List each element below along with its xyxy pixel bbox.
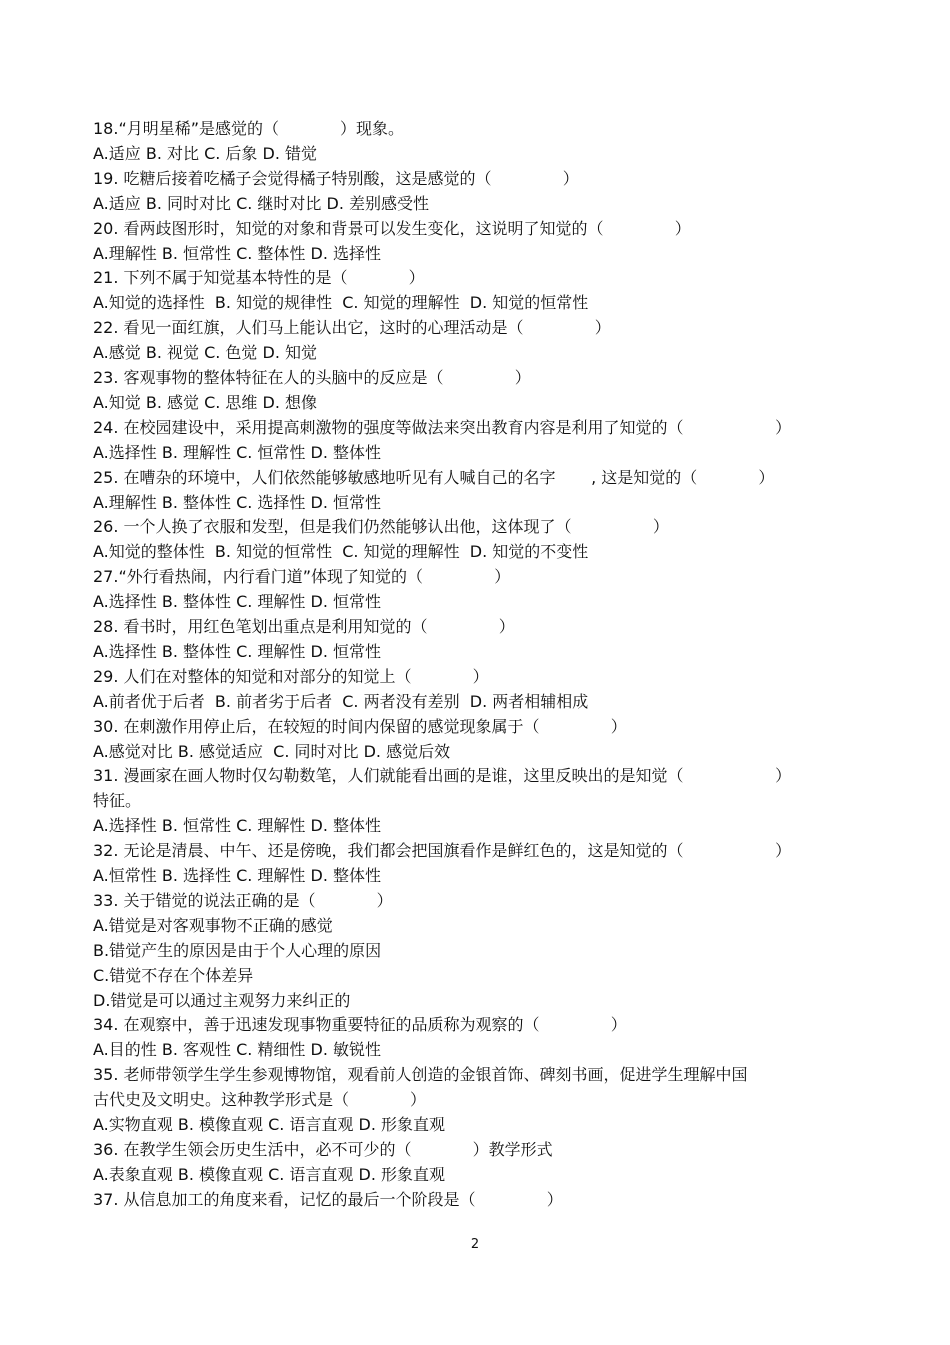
- text-line: 24. 在校园建设中，采用提高刺激物的强度等做法来突出教育内容是利用了知觉的（ ）: [93, 417, 792, 437]
- text-line: A.目的性 B. 客观性 C. 精细性 D. 敏锐性: [93, 1040, 381, 1060]
- text-line: 34. 在观察中，善于迅速发现事物重要特征的品质称为观察的（ ）: [93, 1015, 627, 1035]
- text-line: 36. 在教学生领会历史生活中，必不可少的（ ）教学形式: [93, 1139, 553, 1159]
- text-line: A.理解性 B. 整体性 C. 选择性 D. 恒常性: [93, 492, 381, 512]
- text-line: C.错觉不存在个体差异: [93, 965, 254, 985]
- text-line: A.前者优于后者 B. 前者劣于后者 C. 两者没有差别 D. 两者相辅相成: [93, 691, 589, 711]
- text-line: 35. 老师带领学生学生参观博物馆，观看前人创造的金银首饰、碑刻书画，促进学生理解中国: [93, 1065, 748, 1085]
- text-line: 32. 无论是清晨、中午、还是傍晚，我们都会把国旗看作是鲜红色的，这是知觉的（ ）: [93, 841, 792, 861]
- text-line: A.知觉 B. 感觉 C. 思维 D. 想像: [93, 392, 317, 412]
- text-line: A.选择性 B. 恒常性 C. 理解性 D. 整体性: [93, 816, 381, 836]
- text-line: A.选择性 B. 整体性 C. 理解性 D. 恒常性: [93, 641, 381, 661]
- text-line: A.错觉是对客观事物不正确的感觉: [93, 915, 333, 935]
- text-line: 31. 漫画家在画人物时仅勾勒数笔，人们就能看出画的是谁，这里反映出的是知觉（ ）: [93, 766, 792, 786]
- text-line: A.适应 B. 同时对比 C. 继时对比 D. 差别感受性: [93, 193, 429, 213]
- text-line: 28. 看书时，用红色笔划出重点是利用知觉的（ ）: [93, 617, 515, 636]
- text-line: 29. 人们在对整体的知觉和对部分的知觉上（ ）: [93, 666, 489, 686]
- text-line: 19. 吃糖后接着吃橘子会觉得橘子特别酸，这是感觉的（ ）: [93, 168, 579, 188]
- text-line: A.恒常性 B. 选择性 C. 理解性 D. 整体性: [93, 866, 381, 885]
- text-line: A.选择性 B. 整体性 C. 理解性 D. 恒常性: [93, 592, 381, 612]
- text-line: A.感觉 B. 视觉 C. 色觉 D. 知觉: [93, 343, 317, 363]
- text-line: 21. 下列不属于知觉基本特性的是（ ）: [93, 268, 425, 288]
- text-line: 33. 关于错觉的说法正确的是（ ）: [93, 890, 393, 910]
- text-line: 古代史及文明史。这种教学形式是（ ）: [93, 1090, 427, 1110]
- text-line: A.实物直观 B. 模像直观 C. 语言直观 D. 形象直观: [93, 1115, 445, 1134]
- text-line: A.知觉的选择性 B. 知觉的规律性 C. 知觉的理解性 D. 知觉的恒常性: [93, 293, 589, 313]
- text-line: 特征。: [93, 791, 142, 811]
- text-line: 23. 客观事物的整体特征在人的头脑中的反应是（ ）: [93, 368, 531, 387]
- text-line: 18.“月明星稀”是感觉的（ ）现象。: [93, 119, 405, 138]
- text-line: A.表象直观 B. 模像直观 C. 语言直观 D. 形象直观: [93, 1164, 445, 1184]
- text-line: 37. 从信息加工的角度来看，记忆的最后一个阶段是（ ）: [93, 1189, 563, 1209]
- text-line: 26. 一个人换了衣服和发型，但是我们仍然能够认出他，这体现了（ ）: [93, 517, 669, 537]
- text-line: D.错觉是可以通过主观努力来纠正的: [93, 990, 351, 1010]
- text-line: A.理解性 B. 恒常性 C. 整体性 D. 选择性: [93, 243, 381, 263]
- page-number: 2: [470, 1237, 480, 1252]
- text-line: 22. 看见一面红旗，人们马上能认出它，这时的心理活动是（ ）: [93, 318, 611, 338]
- text-line: A.适应 B. 对比 C. 后象 D. 错觉: [93, 143, 317, 163]
- text-line: B.错觉产生的原因是由于个人心理的原因: [93, 940, 382, 960]
- text-line: A.知觉的整体性 B. 知觉的恒常性 C. 知觉的理解性 D. 知觉的不变性: [93, 542, 589, 562]
- text-line: 27.“外行看热闹，内行看门道”体现了知觉的（ ）: [93, 567, 511, 587]
- text-line: A.感觉对比 B. 感觉适应 C. 同时对比 D. 感觉后效: [93, 741, 451, 761]
- text-line: 25. 在嘈杂的环境中，人们依然能够敏感地听见有人喊自己的名字 , 这是知觉的（ ）: [93, 467, 775, 487]
- text-line: 20. 看两歧图形时，知觉的对象和背景可以发生变化，这说明了知觉的（ ）: [93, 218, 691, 238]
- text-line: A.选择性 B. 理解性 C. 恒常性 D. 整体性: [93, 442, 381, 462]
- text-line: 30. 在刺激作用停止后，在较短的时间内保留的感觉现象属于（ ）: [93, 716, 627, 736]
